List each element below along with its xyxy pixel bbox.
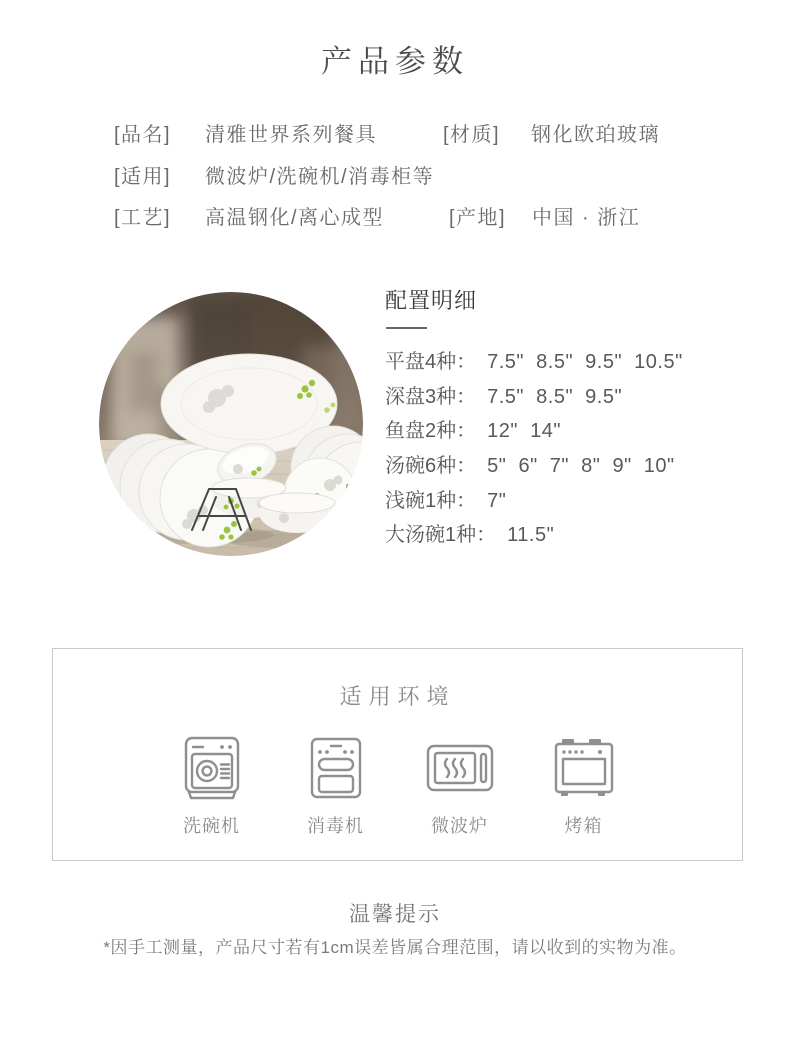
page-title: 产品参数 [321, 44, 469, 79]
notice-heading: 温馨提示 [349, 903, 441, 926]
environment-items [53, 736, 742, 838]
config-item-sizes: 11.5" [507, 524, 555, 547]
param-label-craft: [工艺] [114, 207, 172, 229]
config-item-deep-plates [385, 380, 765, 415]
tableware-photo-illustration [99, 292, 363, 556]
param-label-material: [材质] [443, 124, 501, 146]
environment-item-microwave [398, 736, 522, 838]
environment-heading: 适用环境 [339, 684, 456, 709]
param-row-name-material [0, 118, 790, 148]
param-row-usage [0, 160, 790, 190]
environment-item-sterilizer [274, 736, 398, 838]
config-heading-divider [386, 327, 427, 329]
config-item-label: 深盘3种： [385, 385, 477, 408]
environment-label-oven: 烤箱 [564, 816, 603, 836]
environment-item-oven [522, 736, 646, 838]
config-item-label: 平盘4种： [385, 351, 477, 373]
param-value-material: 钢化欧珀玻璃 [531, 124, 660, 146]
environment-label-dishwasher: 洗碗机 [183, 816, 240, 836]
dishwasher-icon [184, 736, 240, 800]
config-item-label: 大汤碗1种： [385, 524, 497, 547]
param-value-craft: 高温钢化/离心成型 [205, 207, 385, 229]
config-item-sizes: 5" 6" 7" 8" 9" 10" [487, 455, 675, 478]
config-item-flat-plates [385, 345, 765, 380]
param-label-origin: [产地] [449, 207, 507, 229]
config-item-sizes: 7.5" 8.5" 9.5" [487, 385, 623, 408]
config-item-sizes: 7" [487, 489, 507, 512]
config-item-big-soup-bowl [385, 518, 765, 553]
config-item-label: 鱼盘2种： [385, 420, 477, 443]
config-item-sizes: 7.5" 8.5" 9.5" 10.5" [487, 351, 683, 373]
config-detail-list [385, 345, 765, 553]
param-value-usage: 微波炉/洗碗机/消毒柜等 [205, 166, 435, 188]
environment-item-dishwasher [150, 736, 274, 838]
config-item-soup-bowls [385, 449, 765, 484]
param-label-name: [品名] [114, 124, 172, 146]
config-item-label: 浅碗1种： [385, 489, 477, 512]
param-value-origin: 中国 · 浙江 [532, 207, 641, 229]
config-item-sizes: 12" 14" [487, 420, 561, 443]
config-detail-heading: 配置明细 [385, 288, 478, 313]
sterilizer-icon [309, 736, 363, 800]
environment-label-sterilizer: 消毒机 [307, 816, 364, 836]
config-item-shallow-bowl [385, 484, 765, 519]
config-item-fish-plates [385, 414, 765, 449]
param-row-craft-origin [0, 201, 790, 231]
environment-box [52, 648, 743, 861]
param-value-name: 清雅世界系列餐具 [205, 124, 377, 146]
environment-label-microwave: 微波炉 [431, 816, 488, 836]
notice-text: *因手工测量，产品尺寸若有1cm误差皆属合理范围，请以收到的实物为准。 [103, 938, 687, 957]
oven-icon [554, 736, 614, 800]
tableware-set-photo [99, 292, 363, 556]
param-label-usage: [适用] [114, 166, 172, 188]
config-item-label: 汤碗6种： [385, 455, 477, 478]
microwave-icon [426, 736, 494, 800]
